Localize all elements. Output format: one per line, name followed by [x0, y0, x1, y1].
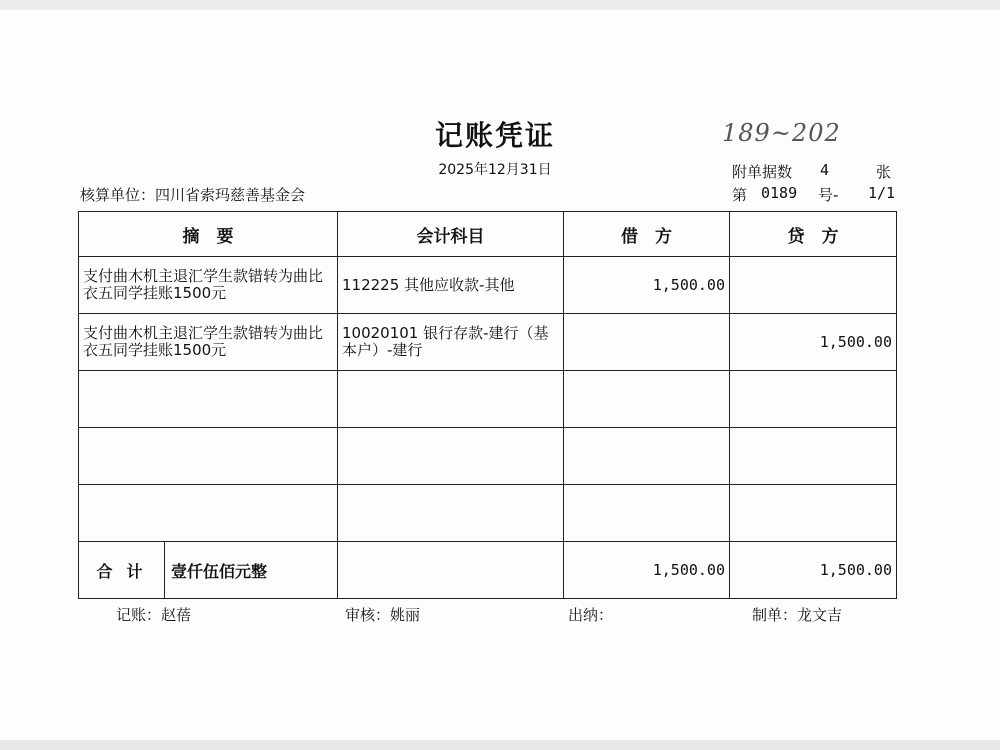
row-summary: 支付曲木机主退汇学生款错转为曲比衣五同学挂账1500元 — [79, 257, 338, 314]
signature-reviewer: 审核：姚丽 — [345, 606, 421, 624]
signature-bookkeeper: 记账：赵蓓 — [116, 606, 192, 624]
row-account — [338, 371, 564, 428]
row-summary — [79, 485, 338, 542]
table-row — [79, 257, 897, 314]
attachments-unit: 张 — [876, 163, 892, 181]
row-credit — [730, 371, 897, 428]
signature-preparer: 制单：龙文吉 — [752, 606, 843, 624]
row-account: 112225 其他应收款-其他 — [338, 257, 564, 314]
table-row — [79, 314, 897, 371]
row-account: 10020101 银行存款-建行（基本户）-建行 — [338, 314, 564, 371]
accounting-unit-name: 四川省索玛慈善基金会 — [155, 186, 306, 204]
row-credit — [730, 428, 897, 485]
row-debit — [564, 428, 730, 485]
total-cell — [79, 542, 338, 599]
total-credit: 1,500.00 — [730, 542, 897, 599]
scan-edge-top — [0, 0, 1000, 10]
row-credit: 1,500.00 — [730, 314, 897, 371]
voucher-title: 记账凭证 — [434, 119, 555, 152]
row-credit — [730, 485, 897, 542]
attachments-count: 4 — [820, 161, 830, 179]
total-debit: 1,500.00 — [564, 542, 730, 599]
accounting-unit-label: 核算单位： — [80, 186, 156, 204]
voucher-number-prefix: 第 — [732, 186, 748, 204]
table-total-row — [79, 542, 897, 599]
header-debit: 借 方 — [564, 212, 730, 257]
signature-cashier: 出纳： — [568, 606, 614, 624]
handwritten-note: 189~202 — [722, 119, 841, 147]
row-debit — [564, 314, 730, 371]
row-summary: 支付曲木机主退汇学生款错转为曲比衣五同学挂账1500元 — [79, 314, 338, 371]
row-debit — [564, 371, 730, 428]
total-amount-words: 壹仟伍佰元整 — [171, 561, 268, 581]
row-summary — [79, 428, 338, 485]
total-spacer — [338, 542, 564, 599]
scan-edge-bottom — [0, 740, 1000, 750]
row-debit: 1,500.00 — [564, 257, 730, 314]
header-summary: 摘 要 — [79, 212, 338, 257]
voucher-table — [78, 211, 897, 599]
table-row — [79, 371, 897, 428]
table-row — [79, 428, 897, 485]
table-header-row — [79, 212, 897, 257]
table-row — [79, 485, 897, 542]
total-label: 合计 — [79, 542, 165, 598]
page-ratio: 1/1 — [868, 184, 896, 202]
row-debit — [564, 485, 730, 542]
accounting-unit — [80, 184, 305, 205]
voucher-date: 2025年12月31日 — [438, 162, 552, 178]
voucher-number-suffix: 号- — [818, 186, 839, 204]
header-account: 会计科目 — [338, 212, 564, 257]
row-account — [338, 485, 564, 542]
attachments-label: 附单据数 — [732, 163, 793, 181]
header-credit: 贷 方 — [730, 212, 897, 257]
row-summary — [79, 371, 338, 428]
voucher-number: 0189 — [761, 184, 798, 202]
row-account — [338, 428, 564, 485]
row-credit — [730, 257, 897, 314]
